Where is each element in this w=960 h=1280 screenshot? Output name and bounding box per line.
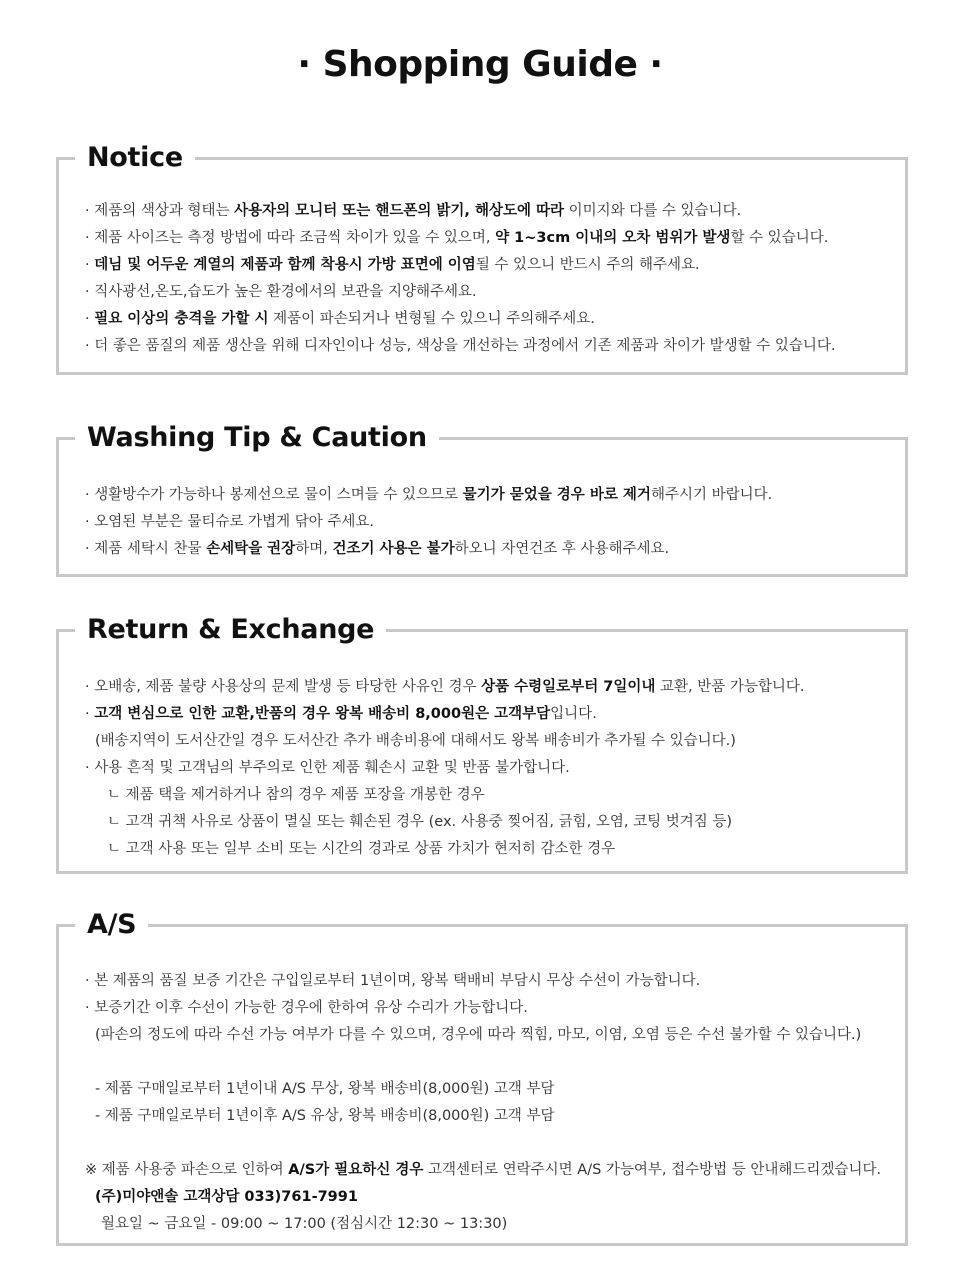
notice-line: · 제품의 색상과 형태는 사용자의 모니터 또는 핸드폰의 밝기, 해상도에 따라 이미지와 다를 수 있습니다. xyxy=(85,203,742,219)
return-line: ㄴ 제품 택을 제거하거나 참의 경우 제품 포장을 개봉한 경우 xyxy=(107,787,485,803)
return-line: (배송지역이 도서산간일 경우 도서산간 추가 배송비용에 대해서도 왕복 배송비가 추가될 수 있습니다.) xyxy=(95,733,736,749)
as-line: - 제품 구매일로부터 1년이후 A/S 유상, 왕복 배송비(8,000원) 고객 부담 xyxy=(95,1108,555,1124)
as-line: · 보증기간 이후 수선이 가능한 경우에 한하여 유상 수리가 가능합니다. xyxy=(85,1000,528,1016)
as-line: ※ 제품 사용중 파손으로 인하여 A/S가 필요하신 경우 고객센터로 연락주시면 A/S 가능여부, 접수방법 등 안내해드리겠습니다. xyxy=(85,1162,882,1178)
as-hours: 월요일 ~ 금요일 - 09:00 ~ 17:00 (점심시간 12:30 ~ 13:30) xyxy=(101,1216,508,1232)
return-line: · 오배송, 제품 불량 사용상의 문제 발생 등 타당한 사유인 경우 상품 수령일로부터 7일이내 교환, 반품 가능합니다. xyxy=(85,679,805,695)
as-line: - 제품 구매일로부터 1년이내 A/S 무상, 왕복 배송비(8,000원) 고객 부담 xyxy=(95,1081,555,1097)
as-line: (파손의 정도에 따라 수선 가능 여부가 다를 수 있으며, 경우에 따라 찍힘, 마모, 이염, 오염 등은 수선 불가할 수 있습니다.) xyxy=(95,1027,862,1043)
washing-heading: Washing Tip & Caution xyxy=(75,418,439,458)
as-section xyxy=(56,909,908,1246)
as-contact: (주)미야앤솔 고객상담 033)761-7991 xyxy=(95,1189,358,1205)
return-line: ㄴ 고객 귀책 사유로 상품이 멸실 또는 훼손된 경우 (ex. 사용중 찢어짐, 긁힘, 오염, 코팅 벗겨짐 등) xyxy=(107,814,732,830)
washing-line: · 오염된 부분은 물티슈로 가볍게 닦아 주세요. xyxy=(85,514,374,530)
notice-line: · 직사광선,온도,습도가 높은 환경에서의 보관을 지양해주세요. xyxy=(85,284,477,300)
as-heading: A/S xyxy=(75,905,148,945)
washing-section xyxy=(56,422,908,577)
washing-line: · 생활방수가 가능하나 봉제선으로 물이 스며들 수 있으므로 물기가 묻었을 경우 바로 제거해주시기 바랍니다. xyxy=(85,487,773,503)
notice-line: · 더 좋은 품질의 제품 생산을 위해 디자인이나 성능, 색상을 개선하는 과정에서 기존 제품과 차이가 발생할 수 있습니다. xyxy=(85,338,836,354)
return-section xyxy=(56,614,908,874)
notice-line: · 제품 사이즈는 측정 방법에 따라 조금씩 차이가 있을 수 있으며, 약 1~3cm 이내의 오차 범위가 발생할 수 있습니다. xyxy=(85,230,829,246)
washing-line: · 제품 세탁시 찬물 손세탁을 권장하며, 건조기 사용은 불가하오니 자연건조 후 사용해주세요. xyxy=(85,541,670,557)
notice-section xyxy=(56,142,908,375)
return-line: ㄴ 고객 사용 또는 일부 소비 또는 시간의 경과로 상품 가치가 현저히 감소한 경우 xyxy=(107,841,616,857)
return-heading: Return & Exchange xyxy=(75,610,386,650)
as-line: · 본 제품의 품질 보증 기간은 구입일로부터 1년이며, 왕복 택배비 부담시 무상 수선이 가능합니다. xyxy=(85,973,701,989)
return-line: · 고객 변심으로 인한 교환,반품의 경우 왕복 배송비 8,000원은 고객부담입니다. xyxy=(85,706,597,722)
notice-line: · 필요 이상의 충격을 가할 시 제품이 파손되거나 변형될 수 있으니 주의해주세요. xyxy=(85,311,595,327)
notice-line: · 데님 및 어두운 계열의 제품과 함께 착용시 가방 표면에 이염될 수 있으니 반드시 주의 해주세요. xyxy=(85,257,700,273)
notice-heading: Notice xyxy=(75,138,195,178)
page-title: · Shopping Guide · xyxy=(297,44,663,85)
return-line: · 사용 흔적 및 고객님의 부주의로 인한 제품 훼손시 교환 및 반품 불가합니다. xyxy=(85,760,570,776)
